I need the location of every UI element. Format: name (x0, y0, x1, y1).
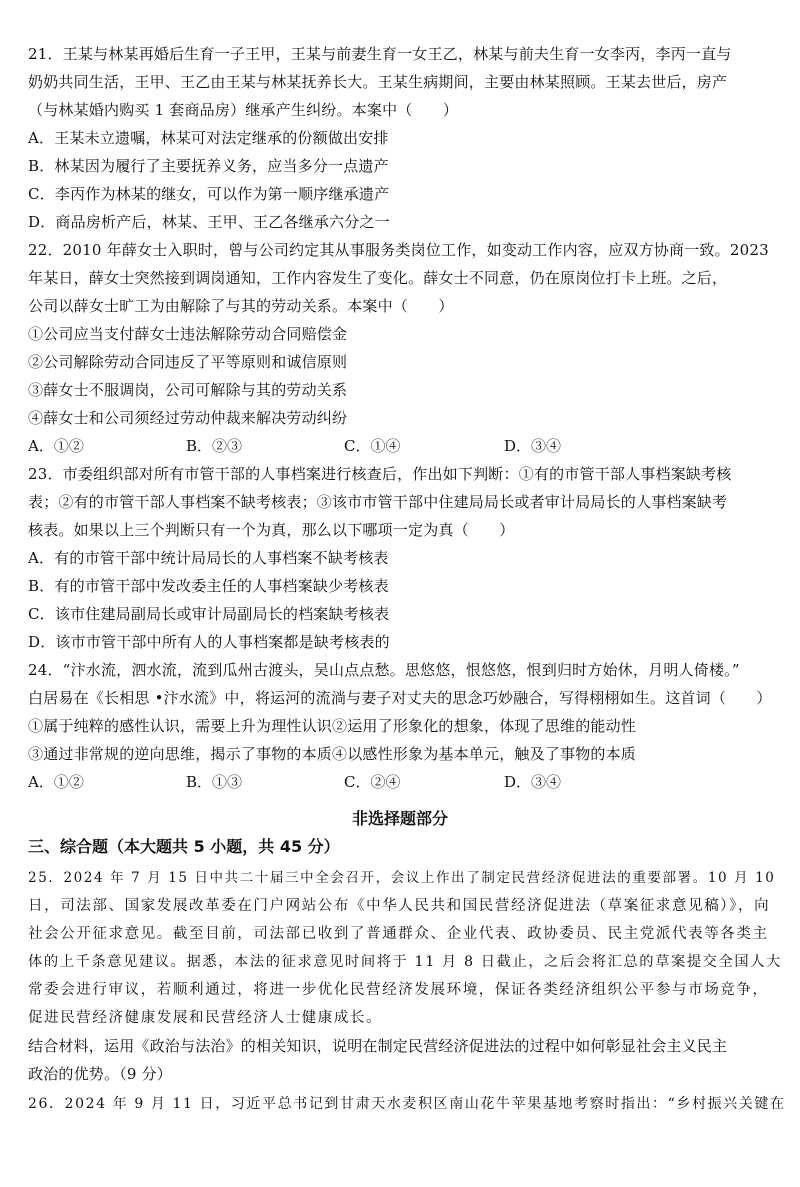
q24-statement-line-2: ③通过非常规的逆向思维，揭示了事物的本质④以感性形象为基本单元，触及了事物的本质 (28, 745, 637, 763)
q25-material-line-4: 体的上千条意见建议。据悉，本法的征求意见时间将于 11 月 8 日截止，之后会将汇总的草案提交全国人大 (28, 954, 782, 970)
q21-option-a: A．王某未立遗嘱，林某可对法定继承的份额做出安排 (28, 129, 389, 147)
q23-stem-line-1: 23．市委组织部对所有市管干部的人事档案进行核查后，作出如下判断：①有的市管干部人事档案缺考核 (28, 465, 732, 483)
q22-choices (28, 436, 778, 456)
q21-stem-line-1: 21．王某与林某再婚后生育一子王甲，王某与前妻生育一女王乙，林某与前夫生育一女李丙，李丙一直与 (28, 45, 732, 63)
q22-statement-3: ③薛女士不服调岗，公司可解除与其的劳动关系 (28, 381, 348, 399)
q25-material-line-3: 社会公开征求意见。截至目前，司法部已收到了普通群众、企业代表、政协委员、民主党派代表等各类主 (28, 926, 769, 942)
q22-statement-2: ②公司解除劳动合同违反了平等原则和诚信原则 (28, 353, 348, 371)
q25-material-line-1: 25．2024 年 7 月 15 日中共二十届三中全会召开，会议上作出了制定民营经济促进法的重要部署。10 月 10 (28, 870, 776, 886)
q21-option-d: D．商品房析产后，林某、王甲、王乙各继承六分之一 (28, 213, 390, 231)
q22-choice-d: D．③④ (504, 437, 562, 455)
q22-statement-4: ④薛女士和公司须经过劳动仲裁来解决劳动纠纷 (28, 409, 348, 427)
q21-option-b: B．林某因为履行了主要抚养义务，应当多分一点遗产 (28, 157, 389, 175)
q23-option-b: B．有的市管干部中发改委主任的人事档案缺少考核表 (28, 577, 389, 595)
q24-statement-line-1: ①属于纯粹的感性认识，需要上升为理性认识②运用了形象化的想象，体现了思维的能动性 (28, 717, 637, 735)
q24-choice-d: D．③④ (504, 773, 562, 791)
q25-question-line-1: 结合材料，运用《政治与法治》的相关知识，说明在制定民营经济促进法的过程中如何彰显社会主义民主 (28, 1037, 728, 1055)
q23-option-d: D．该市市管干部中所有人的人事档案都是缺考核表的 (28, 633, 390, 651)
q23-stem-line-3: 核表。如果以上三个判断只有一个为真，那么以下哪项一定为真（ ） (28, 521, 515, 539)
q22-stem-line-1: 22．2010 年薛女士入职时，曾与公司约定其从事服务类岗位工作，如变动工作内容，应双方协商一致。2023 (28, 241, 769, 259)
q21-stem-line-3: （与林某婚内购买 1 套商品房）继承产生纠纷。本案中（ ） (28, 101, 459, 119)
q24-choice-c: C．②④ (344, 773, 401, 791)
q22-choice-c: C．①④ (344, 437, 401, 455)
q24-stem-line-1: 24．“汴水流，泗水流，流到瓜州古渡头，吴山点点愁。思悠悠，恨悠悠，恨到归时方始休，月明人倚楼。” (28, 661, 740, 679)
q25-material-line-5: 常委会进行审议，若顺利通过，将进一步优化民营经济发展环境，保证各类经济组织公平参与市场竞争， (28, 982, 769, 998)
part-heading: 三、综合题（本大题共 5 小题，共 45 分） (28, 837, 340, 856)
q25-material-line-2: 日，司法部、国家发展改革委在门户网站公布《中华人民共和国民营经济促进法（草案征求意见稿）》，向 (28, 898, 771, 914)
q22-statement-1: ①公司应当支付薛女士违法解除劳动合同赔偿金 (28, 325, 348, 343)
q24-choices (28, 772, 778, 792)
q25-material-line-6: 促进民营经济健康发展和民营经济人士健康成长。 (28, 1010, 383, 1026)
q23-stem-line-2: 表；②有的市管干部人事档案不缺考核表；③该市市管干部中住建局局长或者审计局局长的人事档案缺考 (28, 493, 728, 511)
section-title: 非选择题部分 (351, 809, 448, 828)
q23-option-c: C．该市住建局副局长或审计局副局长的档案缺考核表 (28, 605, 390, 623)
q22-choice-a: A．①② (28, 437, 84, 455)
q24-stem-line-2: 白居易在《长相思 •汴水流》中，将运河的流淌与妻子对丈夫的思念巧妙融合，写得栩栩如生。这首词（ ） (28, 689, 772, 707)
q24-choice-a: A．①② (28, 773, 84, 791)
q22-choice-b: B．②③ (186, 437, 243, 455)
q22-stem-line-3: 公司以薛女士旷工为由解除了与其的劳动关系。本案中（ ） (28, 297, 454, 315)
q21-stem-line-2: 奶奶共同生活，王甲、王乙由王某与林某抚养长大。王某生病期间，主要由林某照顾。王某去世后，房产 (28, 73, 728, 91)
q21-option-c: C．李丙作为林某的继女，可以作为第一顺序继承遗产 (28, 185, 390, 203)
q25-question-line-2: 政治的优势。（9 分） (28, 1065, 173, 1083)
q23-option-a: A．有的市管干部中统计局局长的人事档案不缺考核表 (28, 549, 389, 567)
q22-stem-line-2: 年某日，薛女士突然接到调岗通知，工作内容发生了变化。薛女士不同意，仍在原岗位打卡上班。之后， (28, 269, 728, 287)
q26-material-line-1: 26．2024 年 9 月 11 日，习近平总书记到甘肃天水麦积区南山花牛苹果基地考察时指出：“乡村振兴关键在 (28, 1096, 786, 1112)
q24-choice-b: B．①③ (186, 773, 243, 791)
